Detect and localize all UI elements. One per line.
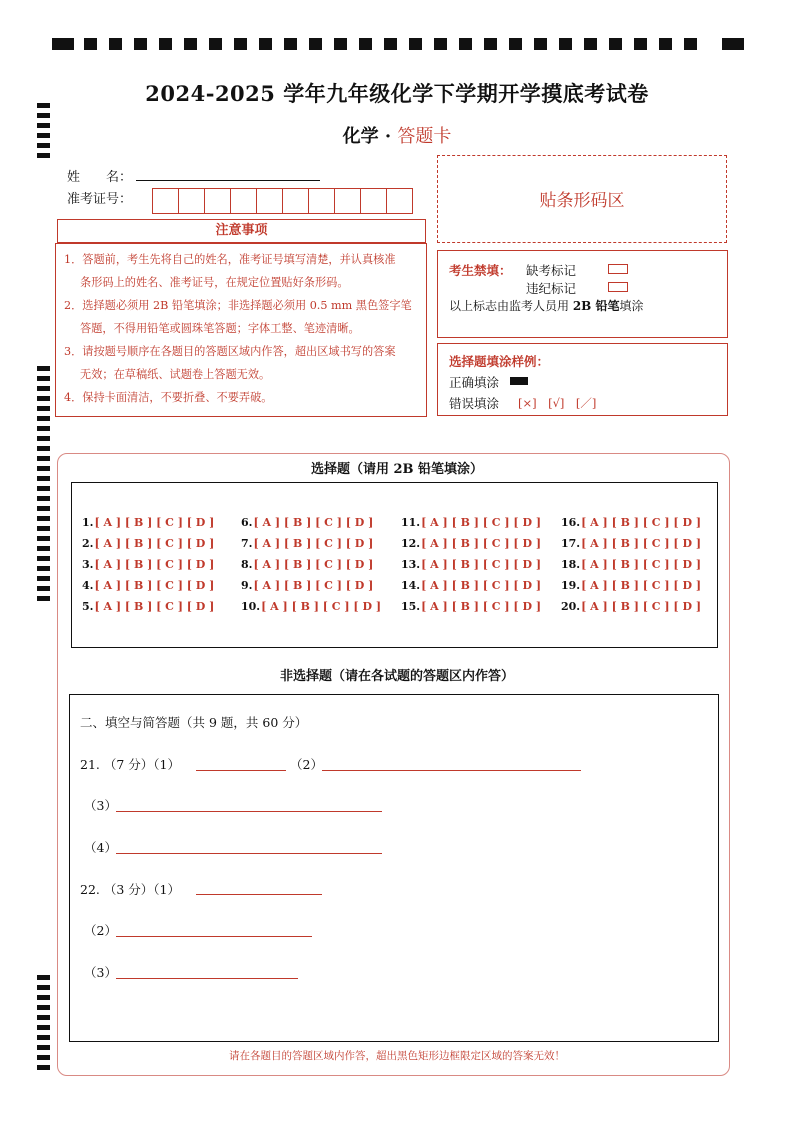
timing-mark <box>509 38 522 50</box>
timing-mark <box>534 38 547 50</box>
q21-3-label: （3） <box>84 798 117 813</box>
timing-mark <box>434 38 447 50</box>
mcq-number: 16. <box>561 516 581 529</box>
id-digit-box[interactable] <box>204 188 231 214</box>
q21-4-answer[interactable] <box>116 853 382 854</box>
timing-mark <box>309 38 322 50</box>
mcq-number: 14. <box>401 579 421 592</box>
mcq-question <box>241 600 381 613</box>
timing-mark <box>37 153 50 158</box>
q22-label: 22. （3 分）（1） <box>80 882 180 897</box>
timing-mark <box>37 486 50 491</box>
timing-mark <box>722 38 744 50</box>
mcq-options[interactable]: [ A ] [ B ] [ C ] [ D ] <box>94 579 215 592</box>
timing-mark <box>37 416 50 421</box>
timing-mark <box>484 38 497 50</box>
prohibited-note: 以上标志由监考人员用 2B 铅笔填涂 <box>449 299 644 313</box>
mcq-title: 选择题（请用 2B 铅笔填涂） <box>310 462 484 477</box>
mcq-question <box>241 537 373 550</box>
name-label: 姓 名： <box>67 170 133 185</box>
id-digit-box[interactable] <box>256 188 283 214</box>
wrong-label: 错误填涂 <box>449 396 500 411</box>
absent-label: 缺考标记 <box>526 263 577 278</box>
timing-mark <box>584 38 597 50</box>
timing-mark <box>37 556 50 561</box>
timing-mark <box>37 596 50 601</box>
mcq-question <box>561 516 701 529</box>
mcq-options[interactable]: [ A ] [ B ] [ C ] [ D ] <box>421 537 542 550</box>
prohibited-box <box>437 250 728 338</box>
mcq-question <box>561 600 701 613</box>
mcq-options[interactable]: [ A ] [ B ] [ C ] [ D ] <box>581 537 702 550</box>
id-digit-box[interactable] <box>178 188 205 214</box>
id-label: 准考证号： <box>67 192 133 207</box>
id-digit-box[interactable] <box>282 188 309 214</box>
section-title: 二、填空与简答题（共 9 题，共 60 分） <box>80 715 308 730</box>
id-digit-box[interactable] <box>308 188 335 214</box>
timing-mark <box>37 516 50 521</box>
page-title: 2024-2025 学年九年级化学下学期开学摸底考试卷 <box>145 81 649 106</box>
mcq-question <box>82 537 214 550</box>
id-digit-box[interactable] <box>230 188 257 214</box>
mcq-number: 20. <box>561 600 581 613</box>
timing-mark <box>37 436 50 441</box>
timing-mark <box>37 113 50 118</box>
timing-mark <box>109 38 122 50</box>
sample-box <box>437 343 728 416</box>
mcq-question <box>401 516 541 529</box>
timing-mark <box>37 576 50 581</box>
mcq-options[interactable]: [ A ] [ B ] [ C ] [ D ] <box>421 579 542 592</box>
mcq-question <box>561 579 701 592</box>
mcq-number: 4. <box>82 579 94 592</box>
q21-4-label: （4） <box>84 840 117 855</box>
timing-mark <box>284 38 297 50</box>
timing-mark <box>37 586 50 591</box>
mcq-options[interactable]: [ A ] [ B ] [ C ] [ D ] <box>253 516 374 529</box>
notice-item: 答题，不得用铅笔或圆珠笔答题；字体工整、笔迹清晰。 <box>80 322 360 335</box>
timing-mark <box>634 38 647 50</box>
timing-mark <box>359 38 372 50</box>
mcq-number: 18. <box>561 558 581 571</box>
mcq-number: 17. <box>561 537 581 550</box>
mcq-number: 19. <box>561 579 581 592</box>
timing-mark <box>37 396 50 401</box>
timing-mark <box>84 38 97 50</box>
timing-mark <box>259 38 272 50</box>
mcq-options[interactable]: [ A ] [ B ] [ C ] [ D ] <box>421 516 542 529</box>
notice-item: 1．答题前，考生先将自己的姓名，准考证号填写清楚，并认真核准 <box>64 253 396 266</box>
violation-label: 违纪标记 <box>526 281 577 296</box>
mcq-options[interactable]: [ A ] [ B ] [ C ] [ D ] <box>94 516 215 529</box>
sample-label: 选择题填涂样例： <box>449 354 550 369</box>
timing-mark <box>334 38 347 50</box>
prohibited-label: 考生禁填： <box>449 263 512 278</box>
timing-mark <box>37 406 50 411</box>
timing-mark <box>37 1005 50 1010</box>
page-subtitle: 化学 · 答题卡 <box>342 126 452 147</box>
notice-item: 条形码上的姓名、准考证号，在规定位置贴好条形码。 <box>80 276 349 289</box>
timing-mark <box>37 1015 50 1020</box>
q22-2-answer[interactable] <box>116 936 312 937</box>
mcq-options[interactable]: [ A ] [ B ] [ C ] [ D ] <box>94 600 215 613</box>
timing-mark <box>37 995 50 1000</box>
mcq-number: 11. <box>401 516 421 529</box>
mcq-options[interactable]: [ A ] [ B ] [ C ] [ D ] <box>421 558 542 571</box>
timing-mark <box>384 38 397 50</box>
mcq-question <box>561 537 701 550</box>
id-number-boxes[interactable] <box>152 188 412 214</box>
mcq-number: 13. <box>401 558 421 571</box>
q21-3-answer[interactable] <box>116 811 382 812</box>
timing-mark <box>37 366 50 371</box>
mcq-question <box>401 600 541 613</box>
name-field[interactable] <box>136 180 320 181</box>
timing-mark <box>684 38 697 50</box>
timing-mark <box>37 446 50 451</box>
timing-mark <box>409 38 422 50</box>
timing-mark <box>609 38 622 50</box>
mcq-question <box>82 558 214 571</box>
timing-mark <box>659 38 672 50</box>
mcq-question <box>241 579 373 592</box>
id-digit-box[interactable] <box>152 188 179 214</box>
mcq-question <box>401 537 541 550</box>
mcq-number: 15. <box>401 600 421 613</box>
timing-mark <box>37 1065 50 1070</box>
mcq-number: 3. <box>82 558 94 571</box>
timing-mark <box>184 38 197 50</box>
q21-1-answer[interactable] <box>196 770 286 771</box>
notice-item: 2．选择题必须用 2B 铅笔填涂；非选择题必须用 0.5 mm 黑色签字笔 <box>64 299 412 312</box>
notice-heading: 注意事项 <box>57 219 426 243</box>
mcq-options[interactable]: [ A ] [ B ] [ C ] [ D ] <box>253 579 374 592</box>
q21-2-answer[interactable] <box>322 770 581 771</box>
timing-mark <box>559 38 572 50</box>
wrong-marks: [×] [√] [／] <box>518 396 597 410</box>
mcq-number: 12. <box>401 537 421 550</box>
barcode-label: 贴条形码区 <box>539 191 625 211</box>
mcq-question <box>241 558 373 571</box>
mcq-question <box>82 516 214 529</box>
mcq-number: 1. <box>82 516 94 529</box>
notice-item: 无效；在草稿纸、试题卷上答题无效。 <box>80 368 271 381</box>
mcq-number: 6. <box>241 516 253 529</box>
mcq-options[interactable]: [ A ] [ B ] [ C ] [ D ] <box>253 537 374 550</box>
timing-mark <box>37 496 50 501</box>
timing-mark <box>209 38 222 50</box>
timing-mark <box>37 1025 50 1030</box>
mcq-number: 8. <box>241 558 253 571</box>
mcq-options[interactable]: [ A ] [ B ] [ C ] [ D ] <box>94 537 215 550</box>
mcq-options[interactable]: [ A ] [ B ] [ C ] [ D ] <box>581 558 702 571</box>
mcq-number: 9. <box>241 579 253 592</box>
correct-fill-mark <box>510 377 528 385</box>
mcq-options[interactable]: [ A ] [ B ] [ C ] [ D ] <box>581 579 702 592</box>
q21-2-label: （2） <box>290 757 323 772</box>
timing-marks-top <box>52 38 744 50</box>
mcq-question <box>401 558 541 571</box>
mcq-number: 2. <box>82 537 94 550</box>
mcq-options[interactable]: [ A ] [ B ] [ C ] [ D ] <box>261 600 382 613</box>
mcq-question <box>241 516 373 529</box>
timing-mark <box>159 38 172 50</box>
timing-mark <box>459 38 472 50</box>
timing-mark <box>234 38 247 50</box>
id-digit-box[interactable] <box>360 188 387 214</box>
timing-mark <box>37 546 50 551</box>
mcq-options[interactable]: [ A ] [ B ] [ C ] [ D ] <box>94 558 215 571</box>
mcq-number: 7. <box>241 537 253 550</box>
free-response-title: 非选择题（请在各试题的答题区内作答） <box>279 669 514 684</box>
timing-mark <box>37 386 50 391</box>
footer-warning: 请在各题目的答题区域内作答，超出黑色矩形边框限定区域的答案无效！ <box>229 1050 565 1062</box>
q21-label: 21. （7 分）（1） <box>80 757 180 772</box>
barcode-area <box>437 155 727 243</box>
mcq-number: 5. <box>82 600 94 613</box>
mcq-options[interactable]: [ A ] [ B ] [ C ] [ D ] <box>421 600 542 613</box>
mcq-question <box>401 579 541 592</box>
q22-3-answer[interactable] <box>116 978 298 979</box>
timing-mark <box>37 526 50 531</box>
absent-mark <box>608 264 628 274</box>
timing-mark <box>37 985 50 990</box>
id-digit-box[interactable] <box>386 188 413 214</box>
timing-mark <box>37 506 50 511</box>
mcq-options[interactable]: [ A ] [ B ] [ C ] [ D ] <box>581 516 702 529</box>
timing-mark <box>134 38 147 50</box>
free-response-box <box>69 694 719 1042</box>
q22-1-answer[interactable] <box>196 894 322 895</box>
mcq-box <box>71 482 718 648</box>
mcq-question <box>82 600 214 613</box>
mcq-number: 10. <box>241 600 261 613</box>
q22-3-label: （3） <box>84 965 117 980</box>
timing-mark <box>52 38 74 50</box>
timing-mark <box>37 426 50 431</box>
correct-label: 正确填涂 <box>449 375 500 390</box>
violation-mark <box>608 282 628 292</box>
mcq-question <box>561 558 701 571</box>
notice-box <box>55 243 427 417</box>
q22-2-label: （2） <box>84 923 117 938</box>
timing-mark <box>37 376 50 381</box>
timing-mark <box>37 566 50 571</box>
notice-item: 4．保持卡面清洁，不要折叠、不要弄破。 <box>64 391 273 404</box>
timing-mark <box>37 1035 50 1040</box>
timing-mark <box>37 975 50 980</box>
mcq-options[interactable]: [ A ] [ B ] [ C ] [ D ] <box>253 558 374 571</box>
mcq-question <box>82 579 214 592</box>
timing-mark <box>37 536 50 541</box>
id-digit-box[interactable] <box>334 188 361 214</box>
mcq-options[interactable]: [ A ] [ B ] [ C ] [ D ] <box>581 600 702 613</box>
notice-item: 3．请按题号顺序在各题目的答题区域内作答，超出区域书写的答案 <box>64 345 396 358</box>
